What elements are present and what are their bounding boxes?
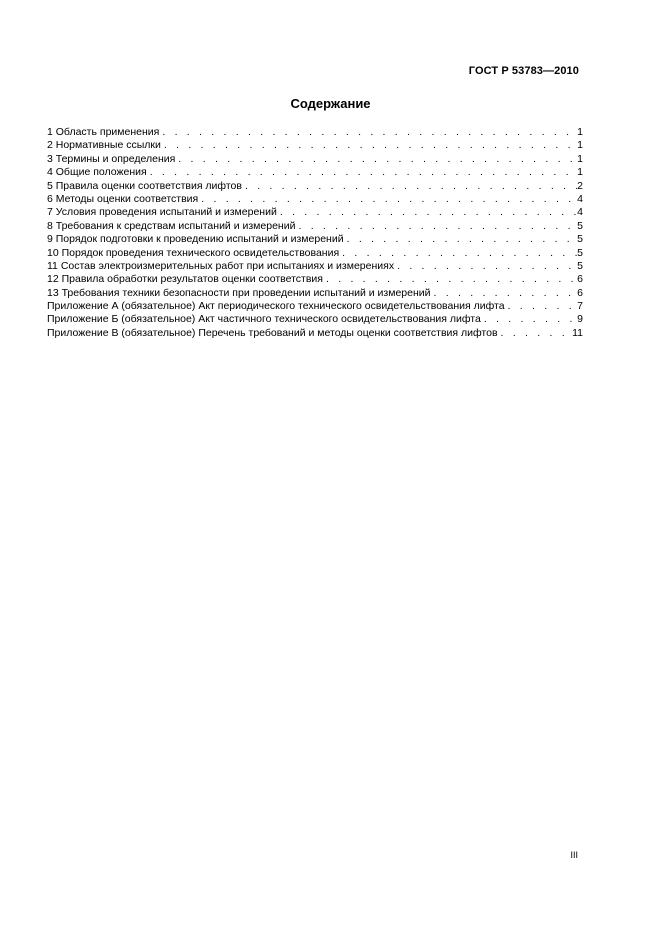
toc-entry[interactable] [47,206,583,219]
toc-entry[interactable] [47,287,583,300]
toc-entry-page: 1 [577,166,583,179]
toc-entry-text: 4 Общие положения [47,166,147,179]
toc-entry-text: 11 Состав электроизмерительных работ при испытаниях и измерениях [47,259,395,272]
toc-entry[interactable] [47,260,583,273]
toc-entry-text: Приложение В (обязательное) Перечень требований и методы оценки соответствия лифтов [47,326,498,339]
toc-entry-page: 4 [577,206,583,219]
toc-entry-text: 5 Правила оценки соответствия лифтов [47,179,242,192]
toc-entry-page: 7 [577,300,583,313]
toc-entry-page: 5 [577,246,583,259]
toc-dot-leader [161,139,577,152]
toc-entry-text: Приложение Б (обязательное) Акт частичного технического освидетельствования лифта [47,313,481,326]
toc-entry-text: 12 Правила обработки результатов оценки соответствия [47,273,323,286]
toc-dot-leader [242,180,577,193]
toc-dot-leader [295,220,577,233]
toc-dot-leader [277,206,577,219]
toc-entry-text: 8 Требования к средствам испытаний и измерений [47,219,296,232]
toc-entry[interactable] [47,273,583,286]
toc-entry[interactable] [47,180,583,193]
toc-dot-leader [431,287,578,300]
toc-entry[interactable] [47,313,583,326]
toc-entry-page: 11 [572,326,583,339]
toc-dot-leader [481,313,577,326]
toc-entry[interactable] [47,126,583,139]
toc-entry-text: 13 Требования техники безопасности при проведении испытаний и измерений [47,286,431,299]
toc-entry-text: 3 Термины и определения [47,152,176,165]
toc-entry-text: Приложение А (обязательное) Акт периодического технического освидетельствования лифта [47,300,505,313]
toc-dot-leader [198,193,577,206]
toc-entry[interactable] [47,220,583,233]
page-number: III [570,850,578,860]
toc-entry-text: 1 Область применения [47,126,160,138]
toc-entry-page: 1 [577,126,583,138]
toc-entry-page: 5 [577,219,583,232]
toc-entry[interactable] [47,327,583,340]
toc-entry[interactable] [47,247,583,260]
toc-entry-text: 2 Нормативные ссылки [47,139,161,152]
toc-dot-leader [344,233,577,246]
toc-entry[interactable] [47,193,583,206]
toc-dot-leader [505,300,577,313]
toc-entry-page: 1 [577,139,583,152]
toc-entry-text: 7 Условия проведения испытаний и измерений [47,206,277,219]
toc-dot-leader [394,260,577,273]
toc-entry[interactable] [47,139,583,152]
toc-entry-page: 1 [577,152,583,165]
toc-dot-leader [159,126,577,139]
toc-entry[interactable] [47,153,583,166]
toc-dot-leader [498,327,573,340]
toc-dot-leader [339,247,577,260]
toc-entry-page: 5 [577,233,583,246]
toc-dot-leader [175,153,577,166]
toc-entry[interactable] [47,166,583,179]
toc-entry-text: 6 Методы оценки соответствия [47,192,199,205]
table-of-contents [47,126,583,340]
toc-entry-text: 9 Порядок подготовки к проведению испытаний и измерений [47,233,344,246]
toc-entry[interactable] [47,233,583,246]
toc-entry[interactable] [47,300,583,313]
toc-entry-page: 9 [577,313,583,326]
toc-entry-page: 6 [577,286,583,299]
toc-entry-page: 6 [577,273,583,286]
toc-entry-page: 2 [577,179,583,192]
document-code: ГОСТ Р 53783—2010 [468,65,579,77]
toc-title: Содержание [290,96,371,111]
toc-entry-page: 4 [577,192,583,205]
toc-entry-page: 5 [577,259,583,272]
toc-dot-leader [323,273,577,286]
toc-entry-text: 10 Порядок проведения технического освидетельствования [47,246,340,259]
toc-dot-leader [147,166,577,179]
